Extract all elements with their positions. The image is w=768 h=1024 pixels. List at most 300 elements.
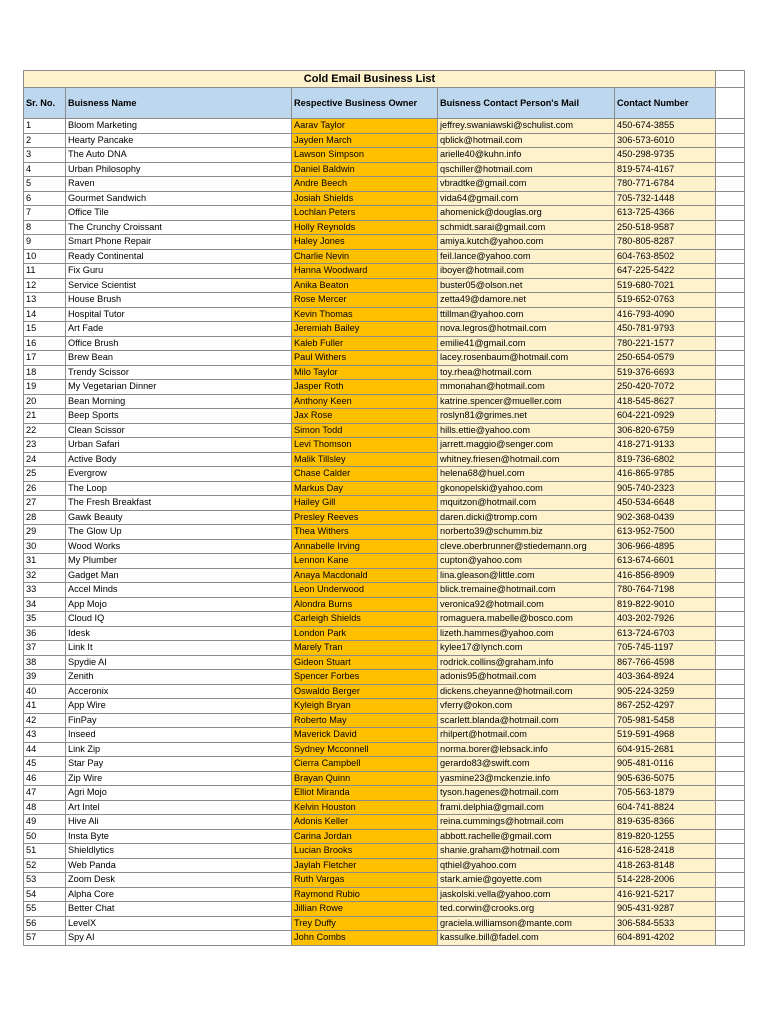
sr-no-cell[interactable]: 57: [24, 931, 66, 946]
owner-cell[interactable]: Jaylah Fletcher: [292, 858, 438, 873]
header-mail[interactable]: Buisness Contact Person's Mail: [438, 88, 615, 119]
phone-cell[interactable]: 604-891-4202: [615, 931, 716, 946]
sr-no-cell[interactable]: 4: [24, 162, 66, 177]
owner-cell[interactable]: London Park: [292, 626, 438, 641]
owner-cell[interactable]: Spencer Forbes: [292, 670, 438, 685]
business-name-cell[interactable]: Gawk Beauty: [66, 510, 292, 525]
mail-cell[interactable]: shanie.graham@hotmail.com: [438, 844, 615, 859]
sr-no-cell[interactable]: 6: [24, 191, 66, 206]
empty-cell[interactable]: [716, 829, 745, 844]
empty-cell[interactable]: [716, 249, 745, 264]
empty-cell[interactable]: [716, 264, 745, 279]
sr-no-cell[interactable]: 12: [24, 278, 66, 293]
phone-cell[interactable]: 780-764-7198: [615, 583, 716, 598]
owner-cell[interactable]: Holly Reynolds: [292, 220, 438, 235]
owner-cell[interactable]: Markus Day: [292, 481, 438, 496]
mail-cell[interactable]: feil.lance@yahoo.com: [438, 249, 615, 264]
sr-no-cell[interactable]: 56: [24, 916, 66, 931]
empty-cell[interactable]: [716, 742, 745, 757]
mail-cell[interactable]: ted.corwin@crooks.org: [438, 902, 615, 917]
mail-cell[interactable]: schmidt.sarai@gmail.com: [438, 220, 615, 235]
empty-cell[interactable]: [716, 438, 745, 453]
mail-cell[interactable]: arielle40@kuhn.info: [438, 148, 615, 163]
business-name-cell[interactable]: Inseed: [66, 728, 292, 743]
empty-cell[interactable]: [716, 641, 745, 656]
empty-cell[interactable]: [716, 380, 745, 395]
phone-cell[interactable]: 613-725-4366: [615, 206, 716, 221]
phone-cell[interactable]: 867-252-4297: [615, 699, 716, 714]
mail-cell[interactable]: jarrett.maggio@senger.com: [438, 438, 615, 453]
empty-cell[interactable]: [716, 162, 745, 177]
empty-cell[interactable]: [716, 713, 745, 728]
sr-no-cell[interactable]: 34: [24, 597, 66, 612]
sr-no-cell[interactable]: 35: [24, 612, 66, 627]
phone-cell[interactable]: 604-741-8824: [615, 800, 716, 815]
empty-cell[interactable]: [716, 206, 745, 221]
mail-cell[interactable]: emilie41@gmail.com: [438, 336, 615, 351]
phone-cell[interactable]: 905-740-2323: [615, 481, 716, 496]
phone-cell[interactable]: 819-820-1255: [615, 829, 716, 844]
mail-cell[interactable]: mmonahan@hotmail.com: [438, 380, 615, 395]
empty-cell[interactable]: [716, 510, 745, 525]
owner-cell[interactable]: Paul Withers: [292, 351, 438, 366]
mail-cell[interactable]: tyson.hagenes@hotmail.com: [438, 786, 615, 801]
empty-cell[interactable]: [716, 887, 745, 902]
business-name-cell[interactable]: Clean Scissor: [66, 423, 292, 438]
owner-cell[interactable]: Raymond Rubio: [292, 887, 438, 902]
owner-cell[interactable]: Carina Jordan: [292, 829, 438, 844]
business-name-cell[interactable]: App Mojo: [66, 597, 292, 612]
owner-cell[interactable]: Presley Reeves: [292, 510, 438, 525]
empty-cell[interactable]: [716, 568, 745, 583]
empty-cell[interactable]: [716, 481, 745, 496]
mail-cell[interactable]: buster05@olson.net: [438, 278, 615, 293]
sr-no-cell[interactable]: 7: [24, 206, 66, 221]
mail-cell[interactable]: hills.ettie@yahoo.com: [438, 423, 615, 438]
mail-cell[interactable]: adonis95@hotmail.com: [438, 670, 615, 685]
phone-cell[interactable]: 819-635-8366: [615, 815, 716, 830]
mail-cell[interactable]: helena68@huel.com: [438, 467, 615, 482]
owner-cell[interactable]: Leon Underwood: [292, 583, 438, 598]
empty-cell[interactable]: [716, 278, 745, 293]
phone-cell[interactable]: 418-263-8148: [615, 858, 716, 873]
business-name-cell[interactable]: Web Panda: [66, 858, 292, 873]
empty-cell[interactable]: [716, 873, 745, 888]
empty-cell[interactable]: [716, 148, 745, 163]
mail-cell[interactable]: qthiel@yahoo.com: [438, 858, 615, 873]
mail-cell[interactable]: qblick@hotmail.com: [438, 133, 615, 148]
mail-cell[interactable]: blick.tremaine@hotmail.com: [438, 583, 615, 598]
empty-cell[interactable]: [716, 655, 745, 670]
empty-cell[interactable]: [716, 71, 745, 88]
owner-cell[interactable]: Aarav Taylor: [292, 119, 438, 134]
empty-cell[interactable]: [716, 220, 745, 235]
empty-cell[interactable]: [716, 525, 745, 540]
sr-no-cell[interactable]: 24: [24, 452, 66, 467]
owner-cell[interactable]: Gideon Stuart: [292, 655, 438, 670]
business-name-cell[interactable]: FinPay: [66, 713, 292, 728]
phone-cell[interactable]: 250-518-9587: [615, 220, 716, 235]
business-name-cell[interactable]: Service Scientist: [66, 278, 292, 293]
sr-no-cell[interactable]: 8: [24, 220, 66, 235]
empty-cell[interactable]: [716, 931, 745, 946]
mail-cell[interactable]: mquitzon@hotmail.com: [438, 496, 615, 511]
business-name-cell[interactable]: House Brush: [66, 293, 292, 308]
empty-cell[interactable]: [716, 467, 745, 482]
empty-cell[interactable]: [716, 916, 745, 931]
business-name-cell[interactable]: Bean Morning: [66, 394, 292, 409]
mail-cell[interactable]: ttillman@yahoo.com: [438, 307, 615, 322]
business-name-cell[interactable]: Hospital Tutor: [66, 307, 292, 322]
phone-cell[interactable]: 450-534-6648: [615, 496, 716, 511]
business-name-cell[interactable]: Beep Sports: [66, 409, 292, 424]
owner-cell[interactable]: Lochlan Peters: [292, 206, 438, 221]
owner-cell[interactable]: Adonis Keller: [292, 815, 438, 830]
business-name-cell[interactable]: Spydie AI: [66, 655, 292, 670]
owner-cell[interactable]: Jayden March: [292, 133, 438, 148]
empty-cell[interactable]: [716, 757, 745, 772]
empty-cell[interactable]: [716, 858, 745, 873]
phone-cell[interactable]: 905-636-5075: [615, 771, 716, 786]
phone-cell[interactable]: 519-376-6693: [615, 365, 716, 380]
owner-cell[interactable]: Chase Calder: [292, 467, 438, 482]
sr-no-cell[interactable]: 2: [24, 133, 66, 148]
mail-cell[interactable]: romaguera.mabelle@bosco.com: [438, 612, 615, 627]
mail-cell[interactable]: qschiller@hotmail.com: [438, 162, 615, 177]
owner-cell[interactable]: Cierra Campbell: [292, 757, 438, 772]
sr-no-cell[interactable]: 44: [24, 742, 66, 757]
owner-cell[interactable]: Rose Mercer: [292, 293, 438, 308]
sr-no-cell[interactable]: 15: [24, 322, 66, 337]
mail-cell[interactable]: norma.borer@lebsack.info: [438, 742, 615, 757]
owner-cell[interactable]: Lucian Brooks: [292, 844, 438, 859]
owner-cell[interactable]: Kevin Thomas: [292, 307, 438, 322]
sr-no-cell[interactable]: 21: [24, 409, 66, 424]
phone-cell[interactable]: 450-781-9793: [615, 322, 716, 337]
business-name-cell[interactable]: Shieldlytics: [66, 844, 292, 859]
empty-cell[interactable]: [716, 177, 745, 192]
owner-cell[interactable]: Carleigh Shields: [292, 612, 438, 627]
owner-cell[interactable]: Hanna Woodward: [292, 264, 438, 279]
business-name-cell[interactable]: Office Brush: [66, 336, 292, 351]
mail-cell[interactable]: frami.delphia@gmail.com: [438, 800, 615, 815]
phone-cell[interactable]: 450-674-3855: [615, 119, 716, 134]
owner-cell[interactable]: Sydney Mcconnell: [292, 742, 438, 757]
empty-cell[interactable]: [716, 670, 745, 685]
owner-cell[interactable]: Anaya Macdonald: [292, 568, 438, 583]
mail-cell[interactable]: jeffrey.swaniawski@schulist.com: [438, 119, 615, 134]
business-name-cell[interactable]: Art Intel: [66, 800, 292, 815]
sr-no-cell[interactable]: 36: [24, 626, 66, 641]
sr-no-cell[interactable]: 20: [24, 394, 66, 409]
sr-no-cell[interactable]: 45: [24, 757, 66, 772]
owner-cell[interactable]: Lawson Simpson: [292, 148, 438, 163]
empty-cell[interactable]: [716, 800, 745, 815]
empty-cell[interactable]: [716, 394, 745, 409]
mail-cell[interactable]: reina.cummings@hotmail.com: [438, 815, 615, 830]
mail-cell[interactable]: gkonopelski@yahoo.com: [438, 481, 615, 496]
business-name-cell[interactable]: Gourmet Sandwich: [66, 191, 292, 206]
empty-cell[interactable]: [716, 699, 745, 714]
owner-cell[interactable]: Marely Tran: [292, 641, 438, 656]
phone-cell[interactable]: 647-225-5422: [615, 264, 716, 279]
business-name-cell[interactable]: Hearty Pancake: [66, 133, 292, 148]
mail-cell[interactable]: toy.rhea@hotmail.com: [438, 365, 615, 380]
sr-no-cell[interactable]: 1: [24, 119, 66, 134]
mail-cell[interactable]: nova.legros@hotmail.com: [438, 322, 615, 337]
mail-cell[interactable]: kylee17@lynch.com: [438, 641, 615, 656]
business-name-cell[interactable]: My Vegetarian Dinner: [66, 380, 292, 395]
business-name-cell[interactable]: Brew Bean: [66, 351, 292, 366]
sr-no-cell[interactable]: 14: [24, 307, 66, 322]
phone-cell[interactable]: 416-921-5217: [615, 887, 716, 902]
mail-cell[interactable]: vida64@gmail.com: [438, 191, 615, 206]
business-name-cell[interactable]: Gadget Man: [66, 568, 292, 583]
owner-cell[interactable]: Jillian Rowe: [292, 902, 438, 917]
owner-cell[interactable]: Kaleb Fuller: [292, 336, 438, 351]
business-name-cell[interactable]: Raven: [66, 177, 292, 192]
empty-cell[interactable]: [716, 771, 745, 786]
business-name-cell[interactable]: Active Body: [66, 452, 292, 467]
business-name-cell[interactable]: Art Fade: [66, 322, 292, 337]
sr-no-cell[interactable]: 55: [24, 902, 66, 917]
phone-cell[interactable]: 705-732-1448: [615, 191, 716, 206]
owner-cell[interactable]: Kyleigh Bryan: [292, 699, 438, 714]
business-name-cell[interactable]: Wood Works: [66, 539, 292, 554]
phone-cell[interactable]: 819-574-4167: [615, 162, 716, 177]
empty-cell[interactable]: [716, 583, 745, 598]
business-name-cell[interactable]: Hive Ali: [66, 815, 292, 830]
business-name-cell[interactable]: Alpha Core: [66, 887, 292, 902]
mail-cell[interactable]: rhilpert@hotmail.com: [438, 728, 615, 743]
phone-cell[interactable]: 613-952-7500: [615, 525, 716, 540]
business-name-cell[interactable]: Office Tile: [66, 206, 292, 221]
empty-cell[interactable]: [716, 88, 745, 119]
sr-no-cell[interactable]: 49: [24, 815, 66, 830]
phone-cell[interactable]: 306-573-6010: [615, 133, 716, 148]
mail-cell[interactable]: veronica92@hotmail.com: [438, 597, 615, 612]
empty-cell[interactable]: [716, 336, 745, 351]
business-name-cell[interactable]: Acceronix: [66, 684, 292, 699]
sr-no-cell[interactable]: 54: [24, 887, 66, 902]
empty-cell[interactable]: [716, 539, 745, 554]
empty-cell[interactable]: [716, 786, 745, 801]
sr-no-cell[interactable]: 17: [24, 351, 66, 366]
empty-cell[interactable]: [716, 133, 745, 148]
mail-cell[interactable]: dickens.cheyanne@hotmail.com: [438, 684, 615, 699]
sr-no-cell[interactable]: 53: [24, 873, 66, 888]
sr-no-cell[interactable]: 30: [24, 539, 66, 554]
header-owner[interactable]: Respective Business Owner: [292, 88, 438, 119]
phone-cell[interactable]: 780-221-1577: [615, 336, 716, 351]
mail-cell[interactable]: lina.gleason@little.com: [438, 568, 615, 583]
mail-cell[interactable]: abbott.rachelle@gmail.com: [438, 829, 615, 844]
phone-cell[interactable]: 306-820-6759: [615, 423, 716, 438]
owner-cell[interactable]: Brayan Quinn: [292, 771, 438, 786]
empty-cell[interactable]: [716, 322, 745, 337]
sr-no-cell[interactable]: 32: [24, 568, 66, 583]
sr-no-cell[interactable]: 29: [24, 525, 66, 540]
owner-cell[interactable]: Thea Withers: [292, 525, 438, 540]
sr-no-cell[interactable]: 18: [24, 365, 66, 380]
empty-cell[interactable]: [716, 293, 745, 308]
mail-cell[interactable]: cupton@yahoo.com: [438, 554, 615, 569]
business-name-cell[interactable]: The Loop: [66, 481, 292, 496]
empty-cell[interactable]: [716, 554, 745, 569]
owner-cell[interactable]: Lennon Kane: [292, 554, 438, 569]
sr-no-cell[interactable]: 41: [24, 699, 66, 714]
business-name-cell[interactable]: Link Zip: [66, 742, 292, 757]
owner-cell[interactable]: Anthony Keen: [292, 394, 438, 409]
empty-cell[interactable]: [716, 235, 745, 250]
business-name-cell[interactable]: Insta Byte: [66, 829, 292, 844]
mail-cell[interactable]: jaskolski.vella@yahoo.com: [438, 887, 615, 902]
sr-no-cell[interactable]: 33: [24, 583, 66, 598]
owner-cell[interactable]: Ruth Vargas: [292, 873, 438, 888]
sr-no-cell[interactable]: 23: [24, 438, 66, 453]
business-name-cell[interactable]: Evergrow: [66, 467, 292, 482]
owner-cell[interactable]: Trey Duffy: [292, 916, 438, 931]
sr-no-cell[interactable]: 9: [24, 235, 66, 250]
phone-cell[interactable]: 416-865-9785: [615, 467, 716, 482]
sr-no-cell[interactable]: 16: [24, 336, 66, 351]
mail-cell[interactable]: kassulke.bill@fadel.com: [438, 931, 615, 946]
phone-cell[interactable]: 613-724-6703: [615, 626, 716, 641]
mail-cell[interactable]: iboyer@hotmail.com: [438, 264, 615, 279]
phone-cell[interactable]: 306-584-5533: [615, 916, 716, 931]
business-name-cell[interactable]: Idesk: [66, 626, 292, 641]
owner-cell[interactable]: Daniel Baldwin: [292, 162, 438, 177]
sr-no-cell[interactable]: 28: [24, 510, 66, 525]
phone-cell[interactable]: 780-805-8287: [615, 235, 716, 250]
empty-cell[interactable]: [716, 626, 745, 641]
phone-cell[interactable]: 705-563-1879: [615, 786, 716, 801]
business-name-cell[interactable]: Cloud IQ: [66, 612, 292, 627]
phone-cell[interactable]: 403-364-8924: [615, 670, 716, 685]
empty-cell[interactable]: [716, 423, 745, 438]
phone-cell[interactable]: 519-652-0763: [615, 293, 716, 308]
business-name-cell[interactable]: Zip Wire: [66, 771, 292, 786]
owner-cell[interactable]: Annabelle Irving: [292, 539, 438, 554]
phone-cell[interactable]: 416-856-8909: [615, 568, 716, 583]
sr-no-cell[interactable]: 27: [24, 496, 66, 511]
owner-cell[interactable]: Jeremiah Bailey: [292, 322, 438, 337]
sheet-title[interactable]: Cold Email Business List: [24, 71, 716, 88]
business-name-cell[interactable]: Fix Guru: [66, 264, 292, 279]
owner-cell[interactable]: Oswaldo Berger: [292, 684, 438, 699]
empty-cell[interactable]: [716, 844, 745, 859]
empty-cell[interactable]: [716, 684, 745, 699]
phone-cell[interactable]: 905-481-0116: [615, 757, 716, 772]
mail-cell[interactable]: graciela.williamson@mante.com: [438, 916, 615, 931]
business-name-cell[interactable]: Spy AI: [66, 931, 292, 946]
business-name-cell[interactable]: Bloom Marketing: [66, 119, 292, 134]
mail-cell[interactable]: lacey.rosenbaum@hotmail.com: [438, 351, 615, 366]
mail-cell[interactable]: vferry@okon.com: [438, 699, 615, 714]
mail-cell[interactable]: yasmine23@mckenzie.info: [438, 771, 615, 786]
header-business-name[interactable]: Buisness Name: [66, 88, 292, 119]
owner-cell[interactable]: Charlie Nevin: [292, 249, 438, 264]
sr-no-cell[interactable]: 51: [24, 844, 66, 859]
sr-no-cell[interactable]: 38: [24, 655, 66, 670]
phone-cell[interactable]: 418-271-9133: [615, 438, 716, 453]
sr-no-cell[interactable]: 42: [24, 713, 66, 728]
owner-cell[interactable]: Anika Beaton: [292, 278, 438, 293]
mail-cell[interactable]: gerardo83@swift.com: [438, 757, 615, 772]
mail-cell[interactable]: amiya.kutch@yahoo.com: [438, 235, 615, 250]
phone-cell[interactable]: 613-674-6601: [615, 554, 716, 569]
mail-cell[interactable]: daren.dicki@tromp.com: [438, 510, 615, 525]
sr-no-cell[interactable]: 43: [24, 728, 66, 743]
mail-cell[interactable]: norberto39@schumm.biz: [438, 525, 615, 540]
business-name-cell[interactable]: Smart Phone Repair: [66, 235, 292, 250]
phone-cell[interactable]: 306-966-4895: [615, 539, 716, 554]
sr-no-cell[interactable]: 3: [24, 148, 66, 163]
phone-cell[interactable]: 780-771-6784: [615, 177, 716, 192]
phone-cell[interactable]: 902-368-0439: [615, 510, 716, 525]
business-name-cell[interactable]: LevelX: [66, 916, 292, 931]
business-name-cell[interactable]: Urban Philosophy: [66, 162, 292, 177]
business-name-cell[interactable]: Ready Continental: [66, 249, 292, 264]
owner-cell[interactable]: Malik Tillsley: [292, 452, 438, 467]
owner-cell[interactable]: Elliot Miranda: [292, 786, 438, 801]
empty-cell[interactable]: [716, 496, 745, 511]
owner-cell[interactable]: Milo Taylor: [292, 365, 438, 380]
business-name-cell[interactable]: Zoom Desk: [66, 873, 292, 888]
business-name-cell[interactable]: Accel Minds: [66, 583, 292, 598]
sr-no-cell[interactable]: 48: [24, 800, 66, 815]
sr-no-cell[interactable]: 37: [24, 641, 66, 656]
phone-cell[interactable]: 867-766-4598: [615, 655, 716, 670]
business-name-cell[interactable]: The Crunchy Croissant: [66, 220, 292, 235]
business-name-cell[interactable]: Urban Safari: [66, 438, 292, 453]
phone-cell[interactable]: 819-736-6802: [615, 452, 716, 467]
empty-cell[interactable]: [716, 902, 745, 917]
empty-cell[interactable]: [716, 409, 745, 424]
business-name-cell[interactable]: The Auto DNA: [66, 148, 292, 163]
mail-cell[interactable]: roslyn81@grimes.net: [438, 409, 615, 424]
mail-cell[interactable]: stark.amie@goyette.com: [438, 873, 615, 888]
owner-cell[interactable]: Alondra Burns: [292, 597, 438, 612]
empty-cell[interactable]: [716, 119, 745, 134]
phone-cell[interactable]: 450-298-9735: [615, 148, 716, 163]
phone-cell[interactable]: 604-763-8502: [615, 249, 716, 264]
sr-no-cell[interactable]: 52: [24, 858, 66, 873]
phone-cell[interactable]: 604-221-0929: [615, 409, 716, 424]
business-name-cell[interactable]: App Wire: [66, 699, 292, 714]
mail-cell[interactable]: vbradtke@gmail.com: [438, 177, 615, 192]
empty-cell[interactable]: [716, 612, 745, 627]
sr-no-cell[interactable]: 22: [24, 423, 66, 438]
phone-cell[interactable]: 514-228-2006: [615, 873, 716, 888]
sr-no-cell[interactable]: 50: [24, 829, 66, 844]
phone-cell[interactable]: 403-202-7926: [615, 612, 716, 627]
header-sr-no[interactable]: Sr. No.: [24, 88, 66, 119]
phone-cell[interactable]: 416-528-2418: [615, 844, 716, 859]
owner-cell[interactable]: Simon Todd: [292, 423, 438, 438]
sr-no-cell[interactable]: 47: [24, 786, 66, 801]
mail-cell[interactable]: lizeth.hammes@yahoo.com: [438, 626, 615, 641]
business-name-cell[interactable]: Star Pay: [66, 757, 292, 772]
phone-cell[interactable]: 604-915-2681: [615, 742, 716, 757]
header-phone[interactable]: Contact Number: [615, 88, 716, 119]
phone-cell[interactable]: 519-591-4968: [615, 728, 716, 743]
phone-cell[interactable]: 705-745-1197: [615, 641, 716, 656]
owner-cell[interactable]: Roberto May: [292, 713, 438, 728]
business-name-cell[interactable]: Zenith: [66, 670, 292, 685]
business-name-cell[interactable]: The Fresh Breakfast: [66, 496, 292, 511]
mail-cell[interactable]: ahomenick@douglas.org: [438, 206, 615, 221]
